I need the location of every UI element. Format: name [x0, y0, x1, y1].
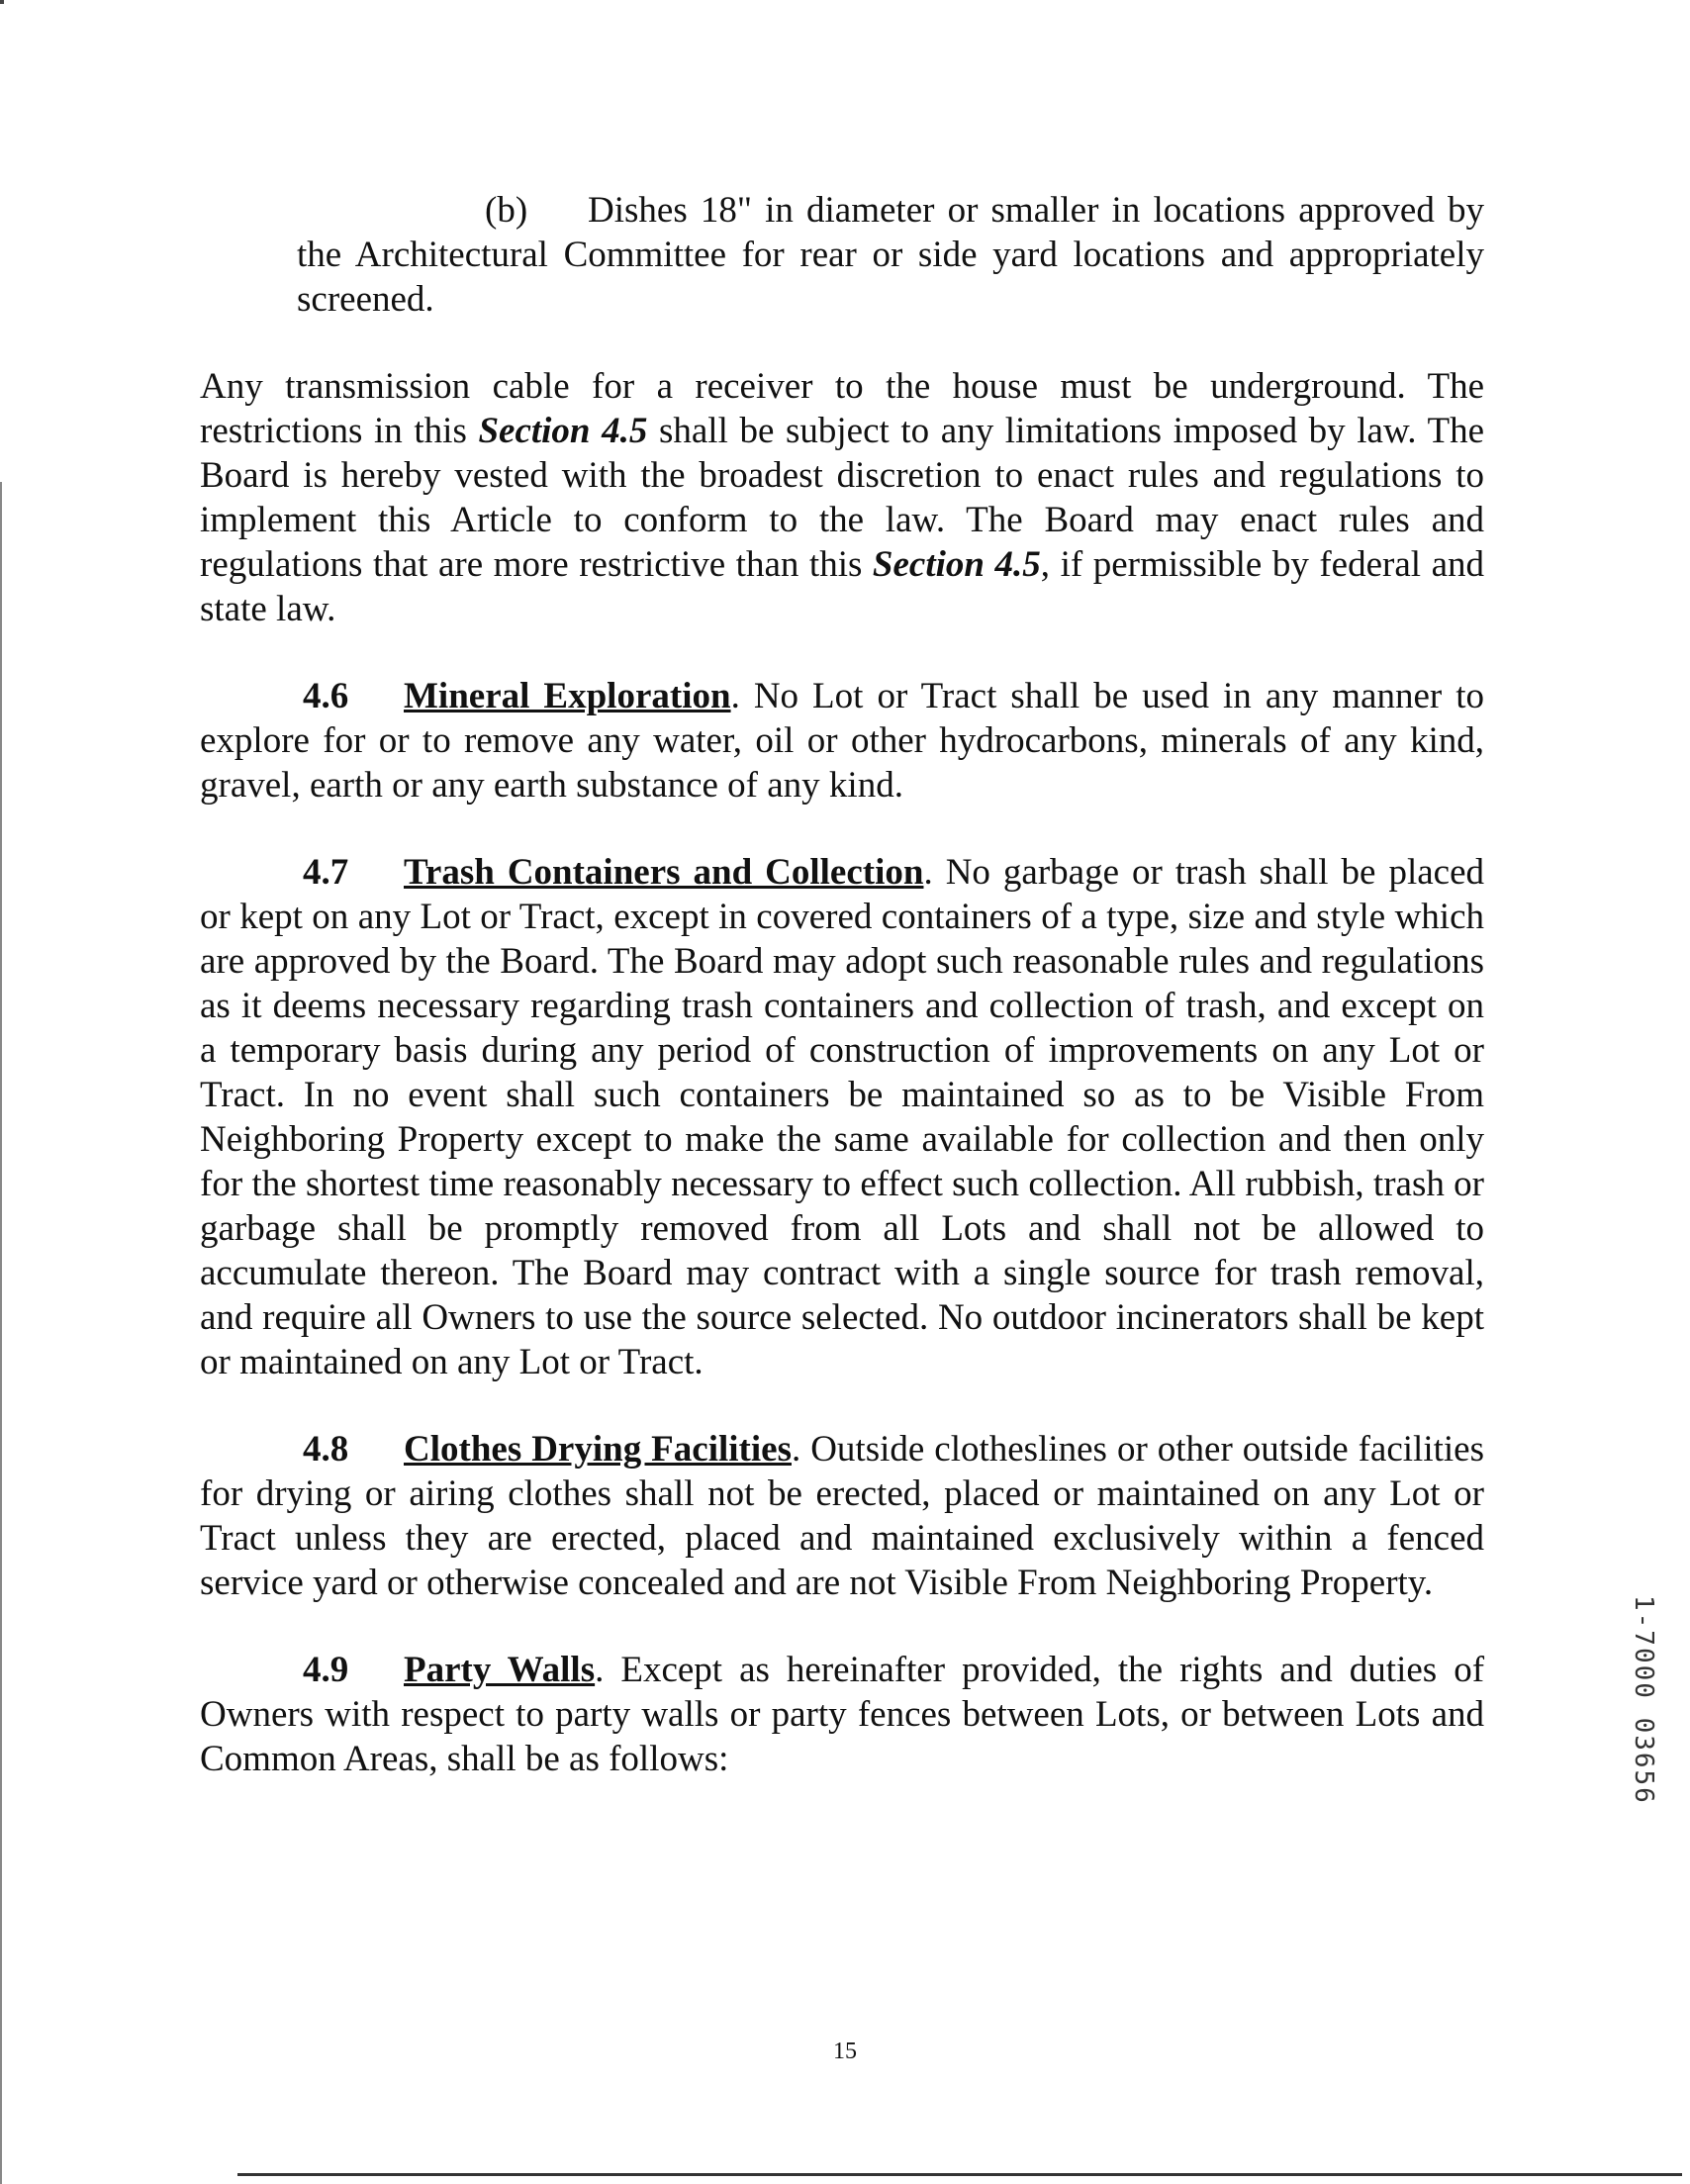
- page-body: [200, 188, 1484, 1781]
- section-heading: Clothes Drying Facilities: [404, 1429, 792, 1470]
- section-4-9: [200, 1648, 1484, 1781]
- scan-mark: [0, 0, 4, 4]
- section-number: 4.8: [303, 1429, 349, 1470]
- section-reference: Section 4.5: [872, 544, 1041, 585]
- section-4-6: [200, 674, 1484, 807]
- subparagraph-label: (b): [485, 190, 528, 231]
- bottom-rule: [237, 2173, 1682, 2176]
- section-4-7: [200, 850, 1484, 1384]
- section-body: . Outside clotheslines or other outside facilities for drying or airing clothes shall not be erected, placed or maintained on any Lot or Tract unless they are erected, placed and maintained exclusively within a fenced service yard or otherwise concealed and are not Visible From Neighboring Property.: [200, 1429, 1484, 1603]
- left-margin-line: [0, 482, 2, 2184]
- page-number: 15: [833, 2039, 857, 2064]
- section-reference: Section 4.5: [478, 411, 648, 451]
- section-heading: Party Walls: [404, 1650, 596, 1690]
- section-number: 4.6: [303, 676, 349, 716]
- section-heading: Mineral Exploration: [404, 676, 731, 716]
- section-number: 4.9: [303, 1650, 349, 1690]
- section-body: . No Lot or Tract shall be used in any manner to explore for or to remove any water, oil or other hydrocarbons, minerals of any kind, gravel, earth or any earth substance of any kind.: [200, 676, 1484, 806]
- side-stamp: 1-7000 03656: [1629, 1595, 1658, 1805]
- section-body: . No garbage or trash shall be placed or kept on any Lot or Tract, except in covered containers of a type, size and style which are approved by the Board. The Board may adopt such reasonable rules and regulations as it deems necessary regarding trash containers and collection of trash, and except on a temporary basis during any period of construction of improvements on any Lot or Tract. In no event shall such containers be maintained so as to be Visible From Neighboring Property except to make the same available for collection and then only for the shortest time reasonably necessary to effect such collection. All rubbish, trash or garbage shall be promptly removed from all Lots and shall not be allowed to accumulate thereon. The Board may contract with a single source for trash removal, and require all Owners to use the source selected. No outdoor incinerators shall be kept or maintained on any Lot or Tract.: [200, 852, 1485, 1382]
- subparagraph-text: Dishes 18" in diameter or smaller in locations approved by the Architectural Committee for rear or side yard locations and appropriately screened.: [297, 190, 1484, 320]
- section-4-8: [200, 1427, 1484, 1605]
- subparagraph-b: [200, 188, 1484, 322]
- section-number: 4.7: [303, 852, 349, 893]
- section-heading: Trash Containers and Collection: [404, 852, 924, 893]
- section-body: . Except as hereinafter provided, the rights and duties of Owners with respect to party walls or party fences between Lots, or between Lots and Common Areas, shall be as follows:: [200, 1650, 1485, 1779]
- transmission-paragraph: Any transmission cable for a receiver to the house must be underground. The restrictions in this Section 4.5 shall be subject to any limitations imposed by law. The Board is hereby vested with the broadest discretion to enact rules and regulations to implement this Article to conform to the law. The Board may enact rules and regulations that are more restrictive than this Section 4.5, if permissible by federal and state law.: [200, 366, 1485, 629]
